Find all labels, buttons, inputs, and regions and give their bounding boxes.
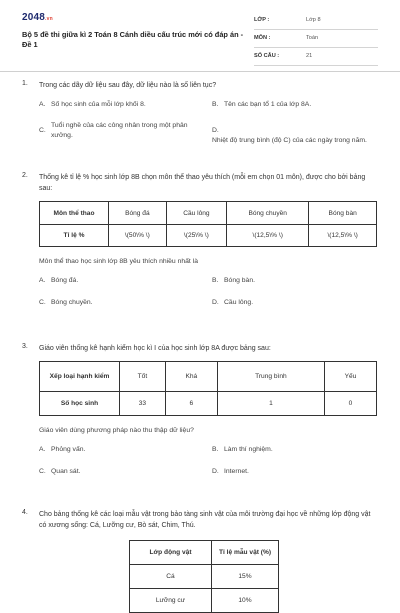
question-number: 1. — [22, 80, 28, 87]
question-2 — [22, 172, 378, 343]
table-header-cell: Bóng đá — [109, 202, 167, 225]
option-c[interactable] — [39, 298, 93, 308]
document-header — [22, 12, 378, 64]
option-a[interactable] — [39, 100, 146, 110]
logo-text: 2048 — [22, 12, 46, 23]
table-cell: 1 — [217, 392, 324, 416]
option-text: Nhiệt độ trung bình (độ C) của các ngày trong năm. — [212, 137, 367, 144]
option-text: Làm thí nghiệm. — [224, 446, 273, 453]
option-letter: B. — [212, 101, 219, 108]
table-cell: 0 — [325, 392, 377, 416]
header-divider — [0, 71, 400, 72]
table-cell: Tỉ lệ % — [40, 225, 109, 247]
option-text: Bóng chuyền. — [51, 299, 93, 306]
table-header-cell: Bóng chuyền — [227, 202, 309, 225]
meta-row-subject — [254, 32, 378, 48]
meta-label: MÔN : — [254, 35, 271, 41]
option-d[interactable] — [212, 298, 253, 308]
table-header-cell: Tỉ lệ mẫu vật (%) — [212, 541, 279, 565]
option-a[interactable] — [39, 445, 85, 455]
option-b[interactable] — [212, 276, 255, 286]
question-4 — [22, 509, 378, 613]
table-header-cell: Yếu — [325, 362, 377, 392]
option-letter: A. — [39, 446, 46, 453]
question-text: Trong các dãy dữ liệu sau đây, dữ liệu nào là số liên tục? — [39, 82, 217, 89]
question-text: Giáo viên thống kê hạnh kiểm học kì I của học sinh lớp 8A được bảng sau: — [39, 345, 271, 352]
table-cell: \(50\% \) — [109, 225, 167, 247]
option-text: Tuổi nghề của các công nhân trong một phân xưởng. — [51, 122, 188, 139]
option-b[interactable] — [212, 100, 311, 110]
question-text: Cho bảng thống kê các loại mẫu vật trong bảo tàng sinh vật của môi trường đại học về những lớp động vật có xương sống: Cá, Lưỡng cư, Bò sát, Chim, Thú. — [39, 511, 371, 529]
meta-value: 21 — [306, 53, 313, 59]
table-cell: 10% — [212, 589, 279, 613]
option-d[interactable] — [212, 121, 378, 146]
table-header-cell: Trung bình — [217, 362, 324, 392]
option-text: Bóng bàn. — [224, 277, 255, 284]
sub-question: Môn thể thao học sinh lớp 8B yêu thích nhiều nhất là — [39, 258, 199, 265]
table-header-cell: Lớp động vật — [130, 541, 212, 565]
sub-question: Giáo viên dùng phương pháp nào thu thập dữ liệu? — [39, 427, 194, 434]
option-text: Số học sinh của mỗi lớp khối 8. — [51, 101, 146, 108]
option-text: Cầu lông. — [224, 299, 254, 306]
question-number: 4. — [22, 509, 28, 516]
question-text: Thống kê tỉ lệ % học sinh lớp 8B chọn môn thể thao yêu thích (mỗi em chọn 01 môn), được cho bởi bảng sau: — [39, 174, 366, 192]
option-letter: A. — [39, 277, 46, 284]
question-3 — [22, 343, 378, 509]
meta-value: Lớp 8 — [306, 17, 321, 23]
option-c[interactable] — [39, 467, 80, 477]
table-header-cell: Khá — [165, 362, 217, 392]
table-header-cell: Bóng bàn — [309, 202, 377, 225]
table-cell: 6 — [165, 392, 217, 416]
table-cell: \(12,5\% \) — [309, 225, 377, 247]
question-number: 2. — [22, 172, 28, 179]
table-header-cell: Cầu lông — [166, 202, 226, 225]
logo-domain: .vn — [45, 16, 53, 22]
question-number: 3. — [22, 343, 28, 350]
option-letter: C. — [39, 127, 46, 134]
table-cell: Cá — [130, 565, 212, 589]
option-letter: A. — [39, 101, 46, 108]
meta-label: SỐ CÂU : — [254, 53, 280, 59]
option-text: Tên các bạn tổ 1 của lớp 8A. — [224, 101, 312, 108]
option-letter: D. — [212, 299, 219, 306]
specimen-table — [129, 540, 279, 613]
option-d[interactable] — [212, 467, 249, 477]
question-list — [22, 80, 378, 613]
site-logo[interactable] — [22, 12, 53, 23]
meta-panel — [254, 14, 378, 68]
table-cell: Lưỡng cư — [130, 589, 212, 613]
table-cell: Số học sinh — [40, 392, 120, 416]
table-cell: 33 — [120, 392, 166, 416]
meta-row-class — [254, 14, 378, 30]
table-cell: 15% — [212, 565, 279, 589]
option-text: Internet. — [224, 468, 249, 475]
question-1 — [22, 80, 378, 172]
option-b[interactable] — [212, 445, 273, 455]
meta-value: Toán — [306, 35, 319, 41]
option-text: Quan sát. — [51, 468, 81, 475]
page-title: Bộ 5 đề thi giữa kì 2 Toán 8 Cánh diều cấu trúc mới có đáp án - Đề 1 — [22, 30, 244, 49]
option-text: Bóng đá. — [51, 277, 79, 284]
sports-table — [39, 201, 377, 247]
table-header-cell: Xếp loại hạnh kiểm — [40, 362, 120, 392]
conduct-table — [39, 361, 377, 416]
meta-label: LỚP : — [254, 17, 270, 23]
meta-row-count — [254, 50, 378, 66]
table-header-cell: Môn thể thao — [40, 202, 109, 225]
option-a[interactable] — [39, 276, 78, 286]
option-letter: B. — [212, 446, 219, 453]
option-letter: B. — [212, 277, 219, 284]
option-c[interactable] — [39, 121, 201, 141]
option-text: Phỏng vấn. — [51, 446, 86, 453]
option-letter: C. — [39, 468, 46, 475]
table-header-cell: Tốt — [120, 362, 166, 392]
table-cell: \(12,5\% \) — [227, 225, 309, 247]
option-letter: D. — [212, 127, 219, 134]
option-letter: D. — [212, 468, 219, 475]
option-letter: C. — [39, 299, 46, 306]
table-cell: \(25\% \) — [166, 225, 226, 247]
